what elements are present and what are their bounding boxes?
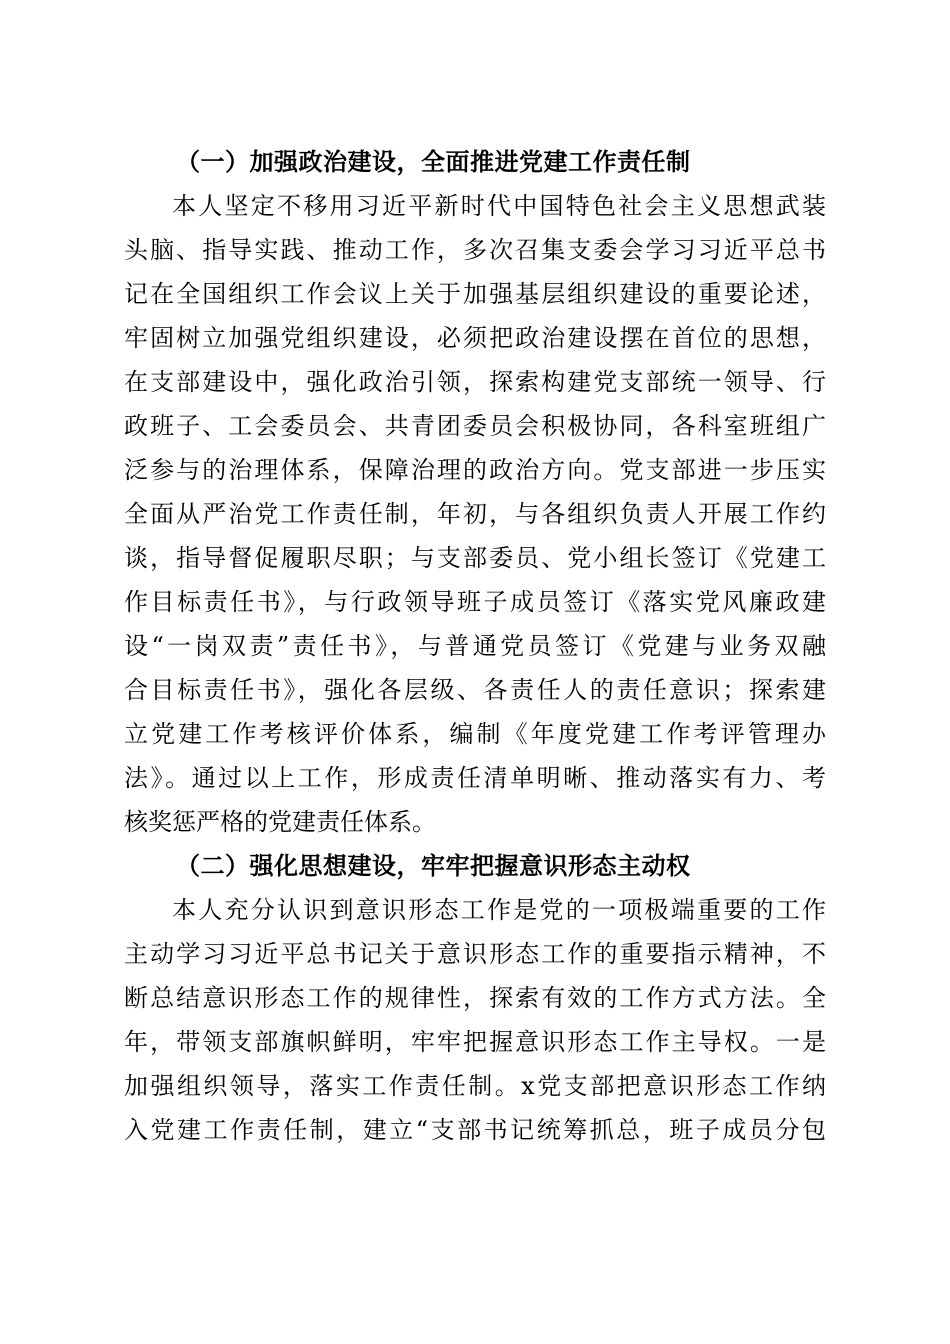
paragraph-line: 牢固树立加强党组织建设，必须把政治建设摆在首位的思想， <box>124 324 826 352</box>
section-heading-2: （二）强化思想建设，牢牢把握意识形态主动权 <box>176 851 691 880</box>
paragraph-line: 核奖惩严格的党建责任体系。 <box>124 808 436 836</box>
section-heading-1: （一）加强政治建设，全面推进党建工作责任制 <box>176 147 691 176</box>
paragraph-line: 主动学习习近平总书记关于意识形态工作的重要指示精神，不 <box>124 940 826 968</box>
paragraph-line: 作目标责任书》，与行政领导班子成员签订《落实党风廉政建 <box>124 588 826 616</box>
document-body <box>124 140 826 1152</box>
paragraph-line: 设“一岗双责”责任书》，与普通党员签订《党建与业务双融 <box>124 632 826 660</box>
paragraph-line: 在支部建设中，强化政治引领，探索构建党支部统一领导、行 <box>124 368 826 396</box>
paragraph-line: 记在全国组织工作会议上关于加强基层组织建设的重要论述， <box>124 280 826 308</box>
paragraph-line: 立党建工作考核评价体系，编制《年度党建工作考评管理办 <box>124 720 826 748</box>
paragraph-line: 本人坚定不移用习近平新时代中国特色社会主义思想武装 <box>172 192 826 220</box>
paragraph-line: 头脑、指导实践、推动工作，多次召集支委会学习习近平总书 <box>124 236 826 264</box>
paragraph-line: 法》。通过以上工作，形成责任清单明晰、推动落实有力、考 <box>124 764 826 792</box>
paragraph-line: 全面从严治党工作责任制，年初，与各组织负责人开展工作约 <box>124 500 826 528</box>
paragraph-line: 合目标责任书》，强化各层级、各责任人的责任意识；探索建 <box>124 676 826 704</box>
paragraph-line: 泛参与的治理体系，保障治理的政治方向。党支部进一步压实 <box>124 456 826 484</box>
paragraph-line: 加强组织领导，落实工作责任制。x党支部把意识形态工作纳 <box>124 1072 826 1100</box>
section-2-paragraph <box>124 888 826 1152</box>
paragraph-line: 年，带领支部旗帜鲜明，牢牢把握意识形态工作主导权。一是 <box>124 1028 826 1056</box>
section-1-paragraph <box>124 184 826 844</box>
paragraph-line: 政班子、工会委员会、共青团委员会积极协同，各科室班组广 <box>124 412 826 440</box>
paragraph-line: 本人充分认识到意识形态工作是党的一项极端重要的工作 <box>172 896 826 924</box>
paragraph-line: 谈，指导督促履职尽职；与支部委员、党小组长签订《党建工 <box>124 544 826 572</box>
paragraph-line: 断总结意识形态工作的规律性，探索有效的工作方式方法。全 <box>124 984 826 1012</box>
paragraph-line: 入党建工作责任制，建立“支部书记统筹抓总，班子成员分包 <box>124 1116 826 1144</box>
